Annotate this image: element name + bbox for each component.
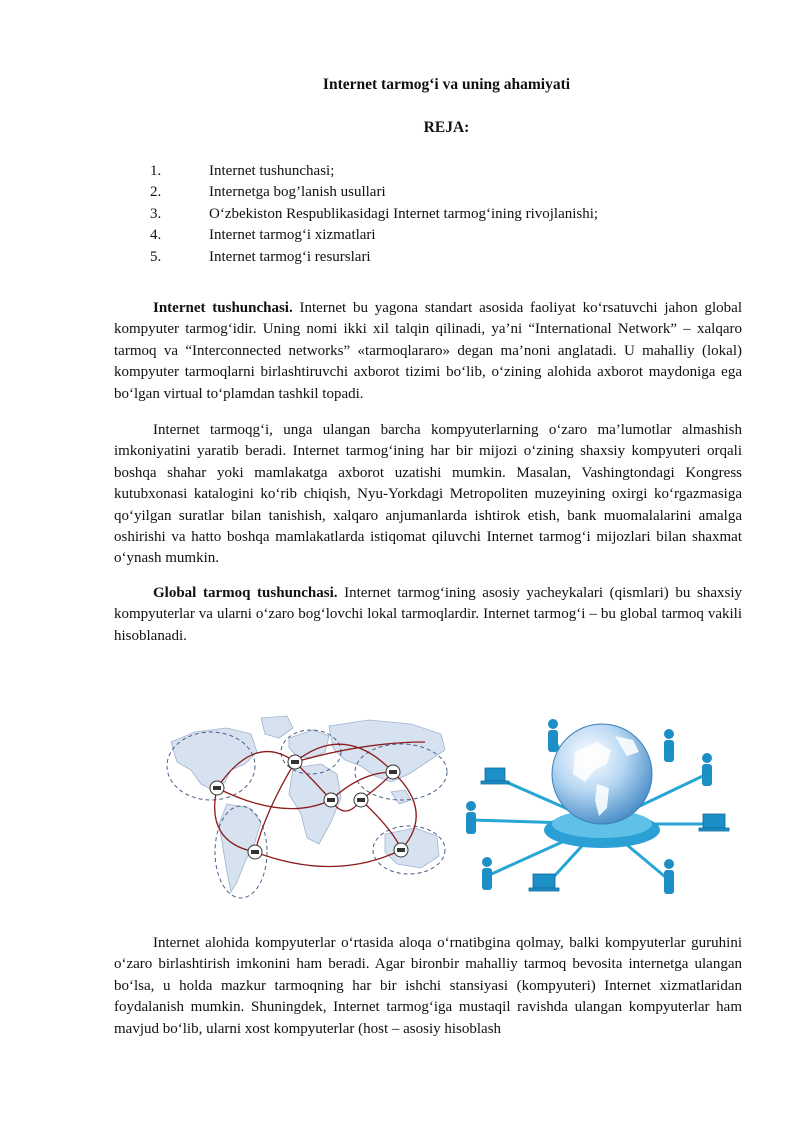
paragraph-internet-usage	[114, 420, 742, 570]
list-number: 5.	[150, 248, 162, 265]
world-network-map-icon	[165, 712, 457, 904]
paragraph-heading: Global tarmoq tushunchasi.	[153, 585, 338, 601]
paragraph-host-computers	[114, 933, 742, 1040]
paragraph-global-network	[114, 583, 742, 647]
paragraph-text: Internet tarmoqg‘i, unga ulangan barcha kompyuterlarning o‘zaro ma’lumotlar almashish imkoniyatini yaratib beradi. Internet tarmog‘ining har bir mijozi o‘zining shaxsiy kompyuteri orqali boshqa shahar yoki mamlakatga axborot uzatishi mumkin. Masalan, Vashingtondagi Kongress kutubxonasi katalogini ko‘rib chiqish, Nyu-Yorkdagi Metropoliten muzeyining oxirgi ko‘rgazmasiga qo‘yilgan suratlar bilan tanishish, xalqaro anjumanlarda ishtirok etish, bank muomalalarini amalga oshirishi va hatto boshqa mamlakatlarda istiqomat qiluvchi Internet tarmog‘i mijozlari bilan shaxmat o‘ynash mumkin.	[114, 422, 742, 567]
list-text: Internet tushunchasi;	[209, 163, 335, 179]
list-number: 2.	[150, 184, 162, 201]
list-item	[150, 204, 598, 225]
paragraph-heading: Internet tushunchasi.	[153, 300, 293, 316]
list-text: O‘zbekiston Respublikasidagi Internet tarmog‘ining rivojlanishi;	[209, 205, 599, 222]
list-text: Internet tarmog‘i xizmatlari	[209, 227, 376, 244]
plan-list	[150, 161, 598, 268]
plan-heading: REJA:	[423, 119, 470, 136]
globe-network-icon	[457, 712, 747, 918]
list-item	[150, 182, 598, 203]
paragraph-text: Internet bu yagona standart asosida faoliyat ko‘rsatuvchi jahon global kompyuter tarmog‘idir. Uning nomi ikki xil talqin qilinadi, ya’ni “International Network” – xalqaro tarmoq va “Interconnected networks” «tarmoqlararo» degan ma’noni anglatadi. U mahalliy (lokal) kompyuter tarmoqlarni birlashtiruvchi axborot tizimi bo‘lib, o‘zining alohida axborot maydoniga ega bo‘lgan virtual to‘plamdan tashkil topadi.	[114, 300, 742, 402]
list-number: 3.	[150, 205, 162, 222]
paragraph-text: Internet tarmog‘ining asosiy yacheykalari (qismlari) bu shaxsiy kompyuterlar va ularni o‘zaro bog‘lovchi lokal tarmoqlardir. Internet tarmog‘i – bu global tarmoq vakili hisoblanadi.	[114, 585, 742, 644]
paragraph-internet-concept	[114, 298, 742, 405]
list-item	[150, 225, 598, 246]
list-item	[150, 247, 598, 268]
list-item	[150, 161, 598, 182]
list-text: Internetga bog’lanish usullari	[209, 184, 386, 201]
list-text: Internet tarmog‘i resurslari	[209, 248, 371, 265]
paragraph-text: Internet alohida kompyuterlar o‘rtasida aloqa o‘rnatibgina qolmay, balki kompyuterlar guruhini o‘zaro birlashtirish imkonini ham beradi. Agar bironbir mahalliy tarmoq bevosita internetga ulangan bo‘lsa, u holda mazkur tarmoqning har bir ishchi stansiyasi (kompyuteri) Internet xizmatlaridan foydalanish mumkin. Shuningdek, Internet tarmog‘iga mustaqil ravishda ulangan kompyuterlar ham mavjud bo‘lib, ularni xost kompyuterlar (host – asosiy hisoblash	[114, 935, 742, 1037]
list-number: 1.	[150, 163, 162, 179]
list-number: 4.	[150, 227, 162, 244]
document-title: Internet tarmog‘i va uning ahamiyati	[322, 76, 571, 93]
